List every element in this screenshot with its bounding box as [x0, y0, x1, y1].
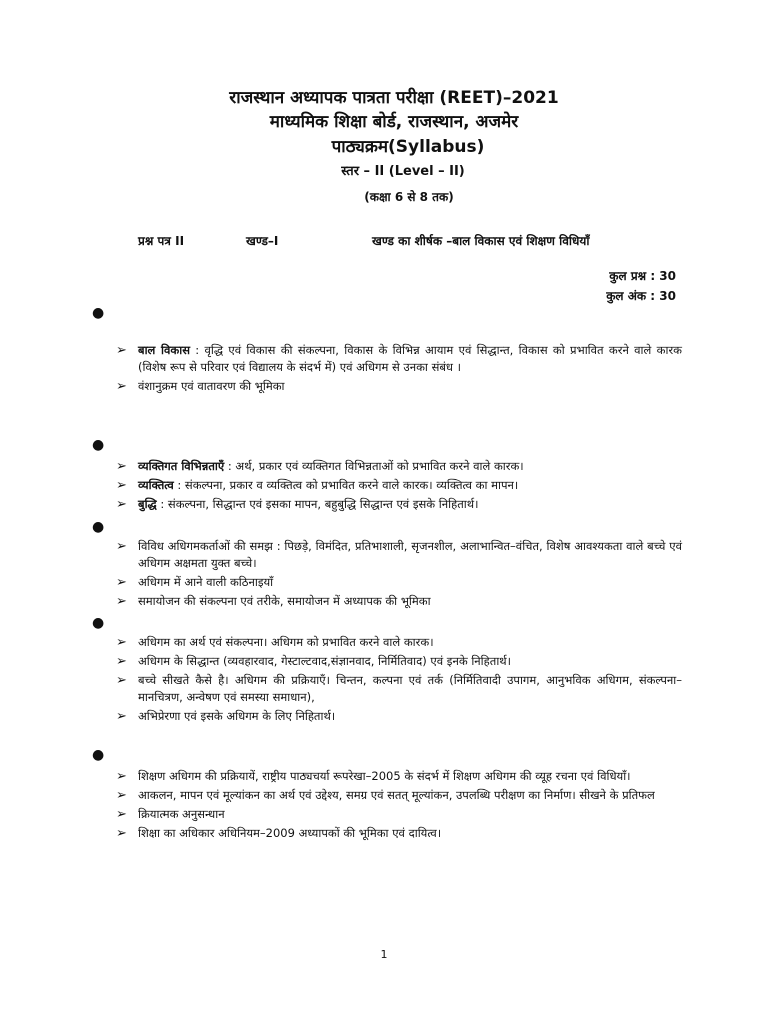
total-marks: कुल अंक : 30 — [606, 289, 676, 303]
arrow-icon: ➢ — [116, 826, 127, 841]
arrow-icon: ➢ — [116, 379, 127, 394]
list-item: ➢ अधिगम के सिद्धान्त (व्यवहारवाद, गेस्टाल्टवाद,संज्ञानवाद, निर्मितिवाद) एवं इनके निहितार्थ। — [116, 654, 512, 669]
total-questions: कुल प्रश्न : 30 — [609, 269, 676, 283]
board-name: माध्यमिक शिक्षा बोर्ड, राजस्थान, अजमेर — [269, 112, 519, 132]
page-number: 1 — [380, 948, 388, 961]
list-item: ➢ अभिप्रेरणा एवं इसके अधिगम के लिए निहितार्थ। — [116, 709, 336, 724]
list-item: ➢ शिक्षण अधिगम की प्रक्रियायें, राष्ट्रीय पाठ्यचर्या रूपरेखा–2005 के संदर्भ में शिक्षण अधिगम की व्यूह रचना एवं विधियाँ। — [116, 769, 631, 784]
arrow-icon: ➢ — [116, 539, 127, 554]
list-item: ➢ समायोजन की संकल्पना एवं तरीके, समायोजन में अध्यापक की भूमिका — [116, 594, 431, 609]
document-header — [0, 86, 768, 210]
arrow-icon: ➢ — [116, 635, 127, 650]
arrow-icon: ➢ — [116, 709, 127, 724]
list-item: ➢ व्यक्तित्व : संकल्पना, प्रकार व व्यक्तित्व को प्रभावित करने वाले कारक। व्यक्तित्व का मापन। — [116, 478, 519, 493]
list-item: ➢ व्यक्तिगत विभिन्नताएँ : अर्थ, प्रकार एवं व्यक्तिगत विभिन्नताओं को प्रभावित करने वाले कारक। — [116, 459, 524, 474]
arrow-icon: ➢ — [116, 788, 127, 803]
arrow-icon: ➢ — [116, 594, 127, 609]
section-title: खण्ड का शीर्षक –बाल विकास एवं शिक्षण विधियाँ — [372, 234, 590, 248]
list-item: ➢ बच्चे सीखते कैसे है। अधिगम की प्रक्रियाएँ। चिन्तन, कल्पना एवं तर्क (निर्मितिवादी उपागम, आनुभविक अधिगम, संकल्पना–मानचित्रण, अन्वेषण एवं समस्या समाधान), — [116, 673, 682, 704]
level-heading: स्तर – II (Level – II) — [341, 164, 465, 179]
arrow-icon: ➢ — [116, 343, 127, 358]
arrow-icon: ➢ — [116, 575, 127, 590]
bullet-dot: ● — [92, 305, 105, 321]
bullet-dot: ● — [92, 437, 105, 453]
bullet-dot: ● — [92, 615, 105, 631]
arrow-icon: ➢ — [116, 497, 127, 512]
exam-title: राजस्थान अध्यापक पात्रता परीक्षा (REET)–2021 — [229, 88, 559, 108]
arrow-icon: ➢ — [116, 673, 127, 688]
list-item: ➢ विविध अधिगमकर्ताओं की समझ : पिछड़े, विमंदित, प्रतिभाशाली, सृजनशील, अलाभान्वित–वंचित, विशेष आवश्यकता वाले बच्चे एवं अधिगम अक्षमता युक्त बच्चे। — [116, 539, 682, 570]
section-label: खण्ड–I — [246, 234, 279, 248]
list-item: ➢ शिक्षा का अधिकार अधिनियम–2009 अध्यापकों की भूमिका एवं दायित्व। — [116, 826, 442, 841]
syllabus-heading: पाठ्यक्रम(Syllabus) — [331, 137, 485, 157]
list-item: ➢ आकलन, मापन एवं मूल्यांकन का अर्थ एवं उद्देश्य, समग्र एवं सतत् मूल्यांकन, उपलब्धि परीक्षण का निर्माण। सीखने के प्रतिफल — [116, 788, 655, 803]
arrow-icon: ➢ — [116, 478, 127, 493]
list-item: ➢ अधिगम का अर्थ एवं संकल्पना। अधिगम को प्रभावित करने वाले कारक। — [116, 635, 434, 650]
class-range: (कक्षा 6 से 8 तक) — [364, 190, 454, 204]
marks-block — [606, 266, 676, 306]
arrow-icon: ➢ — [116, 807, 127, 822]
arrow-icon: ➢ — [116, 654, 127, 669]
list-item: ➢ बुद्धि : संकल्पना, सिद्धान्त एवं इसका मापन, बहुबुद्धि सिद्धान्त एवं इसके निहितार्थ। — [116, 497, 479, 512]
list-item: ➢ बाल विकास : वृद्धि एवं विकास की संकल्पना, विकास के विभिन्न आयाम एवं सिद्धान्त, विकास को प्रभावित करने वाले कारक (विशेष रूप से परिवार एवं विद्यालय के संदर्भ में) एवं अधिगम से उनका संबंध । — [116, 343, 682, 374]
arrow-icon: ➢ — [116, 459, 127, 474]
list-item: ➢ वंशानुक्रम एवं वातावरण की भूमिका — [116, 379, 285, 394]
list-item: ➢ अधिगम में आने वाली कठिनाइयाँ — [116, 575, 274, 590]
list-item: ➢ क्रियात्मक अनुसन्धान — [116, 807, 225, 822]
paper-label: प्रश्न पत्र II — [138, 234, 185, 248]
bullet-dot: ● — [92, 747, 105, 763]
bullet-dot: ● — [92, 519, 105, 535]
arrow-icon: ➢ — [116, 769, 127, 784]
